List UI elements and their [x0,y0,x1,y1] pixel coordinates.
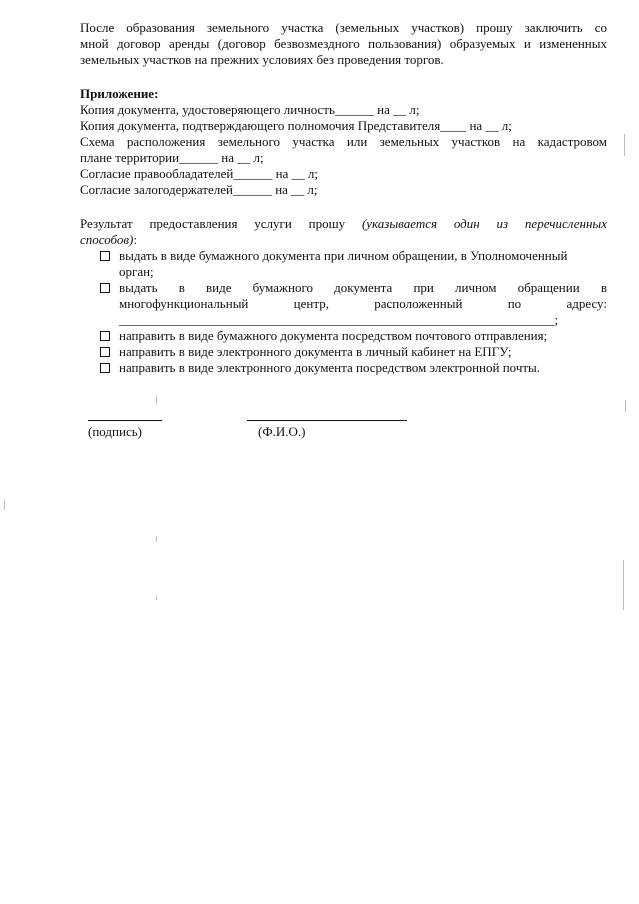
result-lead-colon: : [133,232,138,247]
checkbox[interactable] [100,347,110,357]
name-line [247,420,407,421]
option-line: направить в виде бумажного документа посредством почтового отправления; [119,328,548,343]
option-line: выдать в виде бумажного документа при личном обращении в [119,280,607,295]
appendix-item: Копия документа, подтверждающего полномочия Представителя____ на __ л; [80,118,512,133]
option-text [119,280,607,328]
option-text [119,328,607,344]
scan-artifact [156,536,157,542]
appendix-title: Приложение: [80,86,159,101]
signature-line [88,420,162,421]
result-lead-italic-2: способов) [80,232,134,247]
result-lead-line [80,216,607,232]
result-option-2 [100,280,607,328]
scan-artifact [156,396,157,404]
scan-artifact [623,560,624,610]
scan-artifact [156,596,157,600]
result-lead-line-2 [80,232,607,248]
option-text [119,344,607,360]
option-line: многофункциональный центр, расположенный по адресу: [119,296,607,311]
scan-artifact [624,134,625,156]
result-option-3 [100,328,607,344]
result-lead-italic: (указывается один из перечисленных [361,216,607,231]
appendix-item: Схема расположения земельного участка или земельных участков на кадастровом [80,134,607,149]
appendix-section [80,86,607,198]
name-caption: (Ф.И.О.) [258,424,306,439]
appendix-item: Согласие залогодержателей______ на __ л; [80,182,318,197]
intro-line: После образования земельного участка (земельных участков) прошу заключить со [80,20,607,35]
appendix-item: Копия документа, удостоверяющего личность______ на __ л; [80,102,420,117]
option-line: выдать в виде бумажного документа при личном обращении, в Уполномоченный [119,248,568,263]
intro-line: земельных участков на прежних условиях без проведения торгов. [80,52,444,67]
result-option-5 [100,360,607,376]
option-text [119,248,607,280]
option-text [119,360,607,376]
appendix-item: Согласие правообладателей______ на __ л; [80,166,318,181]
result-lead [80,216,607,248]
option-line: направить в виде электронного документа посредством электронной почты. [119,360,541,375]
checkbox[interactable] [100,331,110,341]
option-address-line: ___________________________________________________________________; [119,312,559,327]
appendix-item: плане территории______ на __ л; [80,150,264,165]
option-line: направить в виде электронного документа в личный кабинет на ЕПГУ; [119,344,512,359]
checkbox[interactable] [100,251,110,261]
signature-caption: (подпись) [88,424,142,439]
checkbox[interactable] [100,283,110,293]
result-option-4 [100,344,607,360]
scan-artifact [4,500,5,510]
intro-paragraph [80,20,607,68]
scan-artifact [625,400,626,412]
result-lead-text: Результат предоставления услуги прошу [80,216,346,231]
intro-line: мной договор аренды (договор безвозмездного пользования) образуемых и измененных [80,36,607,51]
checkbox[interactable] [100,363,110,373]
option-line: орган; [119,264,154,279]
result-option-1 [100,248,607,280]
